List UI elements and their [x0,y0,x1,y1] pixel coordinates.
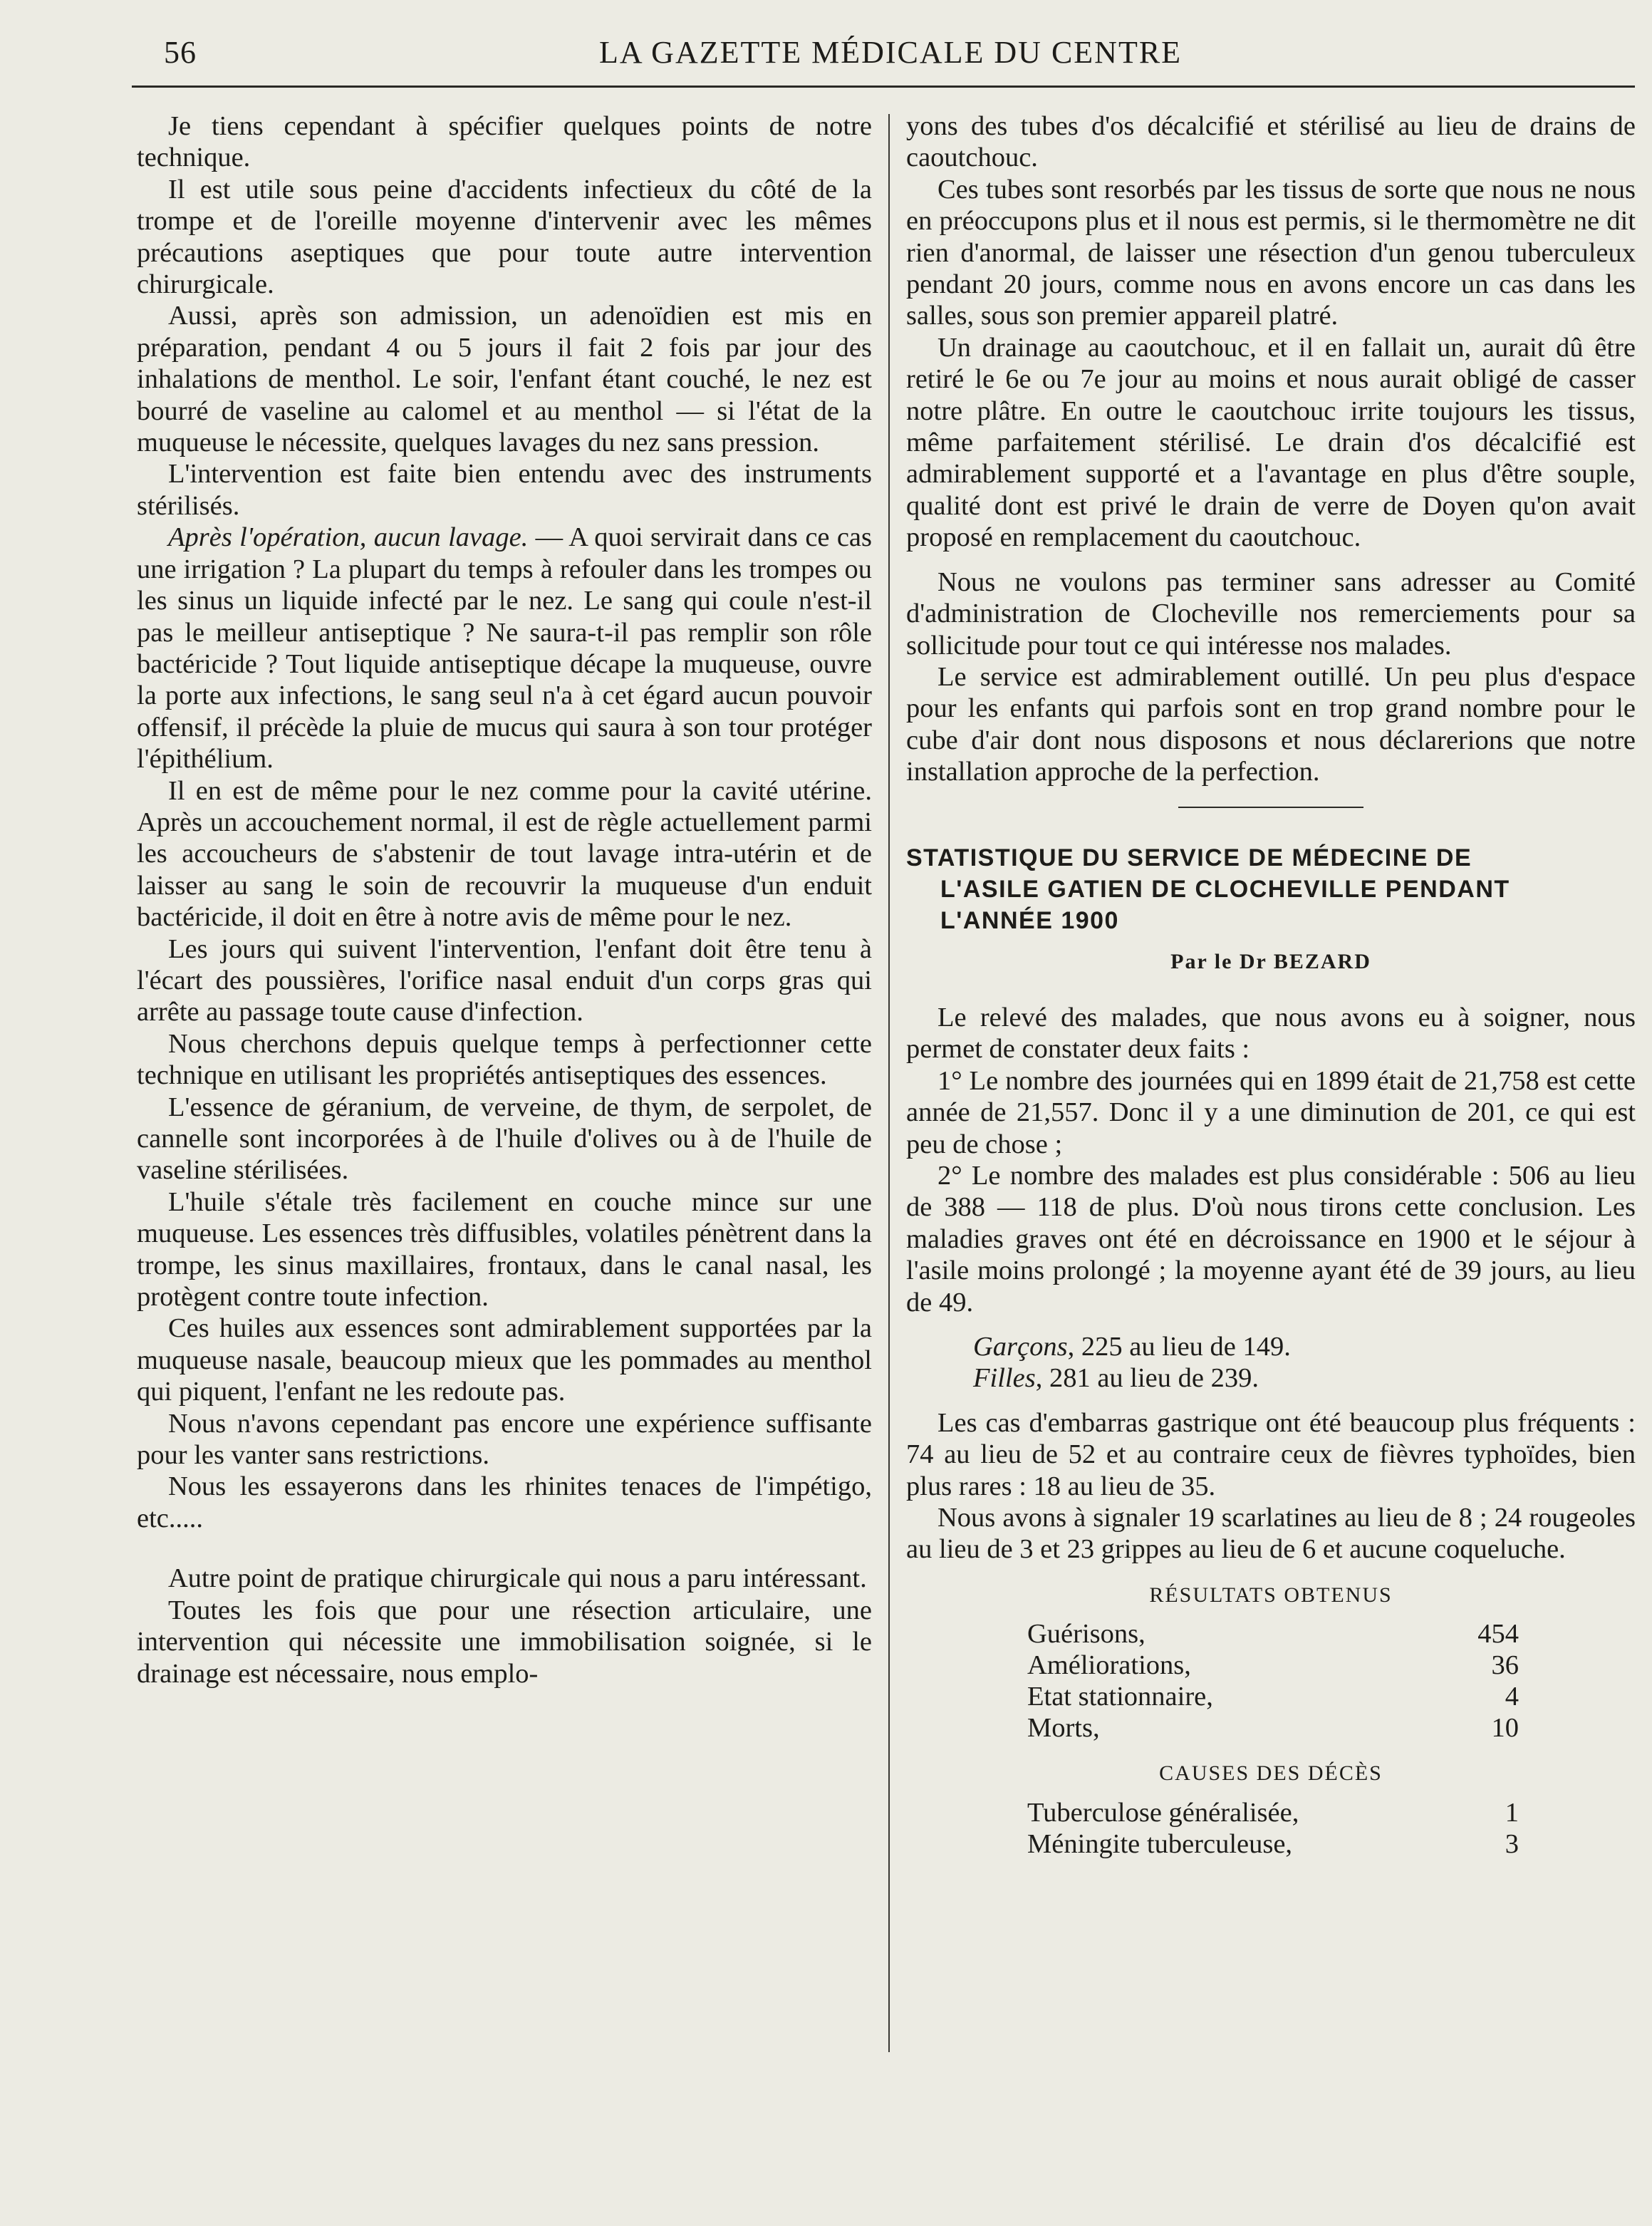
paragraph: Nous n'avons cependant pas encore une expérience suffisante pour les vanter sans restrictions. [137,1408,872,1471]
row-label: Améliorations, [1027,1650,1191,1681]
table-row [1027,1797,1519,1828]
right-column [906,110,1636,1860]
paragraph: 1° Le nombre des journées qui en 1899 était de 21,758 est cette année de 21,557. Donc il y a une diminution de 201, ce qui est peu de chose ; [906,1065,1636,1159]
row-value: 4 [1505,1682,1519,1712]
article-title [906,842,1636,936]
deaths-table [1027,1797,1519,1860]
paragraph: Nous avons à signaler 19 scarlatines au lieu de 8 ; 24 rougeoles au lieu de 3 et 23 grippes au lieu de 6 et aucune coqueluche. [906,1503,1636,1565]
spacer [906,1394,1636,1407]
header-rule [132,86,1635,88]
row-value: 1 [1505,1797,1519,1828]
byline: Par le Dr BEZARD [1170,949,1371,973]
paragraph: Nous ne voulons pas terminer sans adresser au Comité d'administration de Clocheville nos remerciements pour sa sollicitude pour tout ce qui intéresse nos malades. [906,566,1636,661]
spacer [137,1534,872,1563]
row-value: 36 [1491,1650,1519,1681]
italic-lead: Après l'opération, aucun lavage. [168,522,529,553]
paragraph: L'huile s'étale très facilement en couche mince sur une muqueuse. Les essences très diffusibles, volatiles pénètrent dans la trompe, les sinus maxillaires, frontaux, dans le canal nasal, les protègent contre toute infection. [137,1186,872,1313]
paragraph: Toutes les fois que pour une résection articulaire, une intervention qui nécessite une immobilisation soignée, si le drainage est nécessaire, nous emplo- [137,1595,872,1689]
stat-line-boys [906,1331,1636,1362]
left-column [137,110,872,1689]
paragraph: Autre point de pratique chirurgicale qui nous a paru intéressant. [168,1563,867,1594]
paragraph: Je tiens cependant à spécifier quelques points de notre technique. [137,111,872,173]
row-value: 10 [1491,1713,1519,1744]
table-row [1027,1681,1519,1712]
row-label: Méningite tuberculeuse, [1027,1828,1293,1859]
paragraph: Il en est de même pour le nez comme pour la cavité utérine. Après un accouchement normal, il est de règle actuellement parmi les accoucheurs de s'abstenir de tout lavage intra-utérin et de laisser au sang le soin de recouvrir la muqueuse d'un enduit bactéricide, il doit en être à notre avis de même pour le nez. [137,775,872,933]
paragraph: Ces huiles aux essences sont admirablement supportées par la muqueuse nasale, beaucoup mieux que les pommades au menthol qui piquent, l'enfant ne les redoute pas. [137,1313,872,1407]
girls-label: Filles [973,1363,1036,1394]
boys-text: , 225 au lieu de 149. [1067,1332,1291,1362]
column-divider [888,114,890,2052]
table-row [1027,1712,1519,1744]
paragraph [137,522,872,775]
paragraph: Il est utile sous peine d'accidents infectieux du côté de la trompe et de l'oreille moyenne d'intervenir avec les mêmes précautions aseptiques que pour toute autre intervention chirurgicale. [137,174,872,300]
paragraph: Nous cherchons depuis quelque temps à perfectionner cette technique en utilisant les propriétés antiseptiques des essences. [137,1028,872,1091]
paragraph: Nous les essayerons dans les rhinites tenaces de l'impétigo, etc..... [137,1471,872,1533]
paragraph: Le service est admirablement outillé. Un peu plus d'espace pour les enfants qui parfois sont en trop grand nombre pour le cube d'air dont nous disposons et nous déclarerions que notre installation approche de la perfection. [906,661,1636,787]
spacer [906,1318,1636,1331]
page-number: 56 [164,35,197,70]
deaths-heading: CAUSES DES DÉCÈS [1159,1761,1383,1786]
boys-label: Garçons [973,1332,1068,1362]
section-separator [1178,807,1363,808]
row-label: Tuberculose généralisée, [1027,1797,1299,1828]
row-label: Guérisons, [1027,1619,1146,1650]
page-header [135,34,1646,77]
paragraph: Les jours qui suivent l'intervention, l'enfant doit être tenu à l'écart des poussières, l'orifice nasal enduit d'un corps gras qui arrête au passage toute cause d'infection. [137,933,872,1027]
paragraph: Les cas d'embarras gastrique ont été beaucoup plus fréquents : 74 au lieu de 52 et au contraire ceux de fièvres typhoïdes, bien plus rares : 18 au lieu de 35. [906,1407,1636,1501]
title-line: L'ANNÉE 1900 [940,906,1119,934]
journal-title: LA GAZETTE MÉDICALE DU CENTRE [598,35,1183,70]
paragraph: L'intervention est faite bien entendu avec des instruments stérilisés. [137,459,872,521]
table-row [1027,1828,1519,1860]
title-line: L'ASILE GATIEN DE CLOCHEVILLE PENDANT [940,875,1510,903]
spacer [906,554,1636,566]
table-row [1027,1650,1519,1681]
paragraph: Le relevé des malades, que nous avons eu à soigner, nous permet de constater deux faits : [906,1002,1636,1065]
table-row [1027,1618,1519,1650]
girls-text: , 281 au lieu de 239. [1035,1363,1259,1394]
paragraph: Ces tubes sont resorbés par les tissus de sorte que nous ne nous en préoccupons plus et il nous est permis, si le thermomètre ne dit rien d'anormal, de laisser une résection d'un genou tuberculeux pendant 20 jours, comme nous en avons encore un cas dans les salles, sous son premier appareil platré. [906,174,1636,331]
paragraph: Aussi, après son admission, un adenoïdien est mis en préparation, pendant 4 ou 5 jours il fait 2 fois par jour des inhalations de menthol. Le soir, l'enfant étant couché, le nez est bourré de vaseline au calomel et au menthol — si l'état de la muqueuse le nécessite, quelques lavages du nez sans pression. [137,301,872,458]
paragraph: 2° Le nombre des malades est plus considérable : 506 au lieu de 388 — 118 de plus. D'où nous tirons cette conclusion. Les maladies graves ont été en décroissance en 1900 et le séjour à l'asile moins prolongé ; la moyenne ayant été de 39 jours, au lieu de 49. [906,1160,1636,1318]
row-label: Morts, [1027,1713,1100,1744]
paragraph-text: — A quoi servirait dans ce cas une irrigation ? La plupart du temps à refouler dans les trompes ou les sinus un liquide infecté par le nez. Le sang qui coule n'est-il pas le meilleur antiseptique ? Ne saura-t-il pas remplir son rôle bactéricide ? Tout liquide antiseptique décape la muqueuse, ouvre la porte aux infections, le sang seul n'a à cet égard aucun pouvoir offensif, il précède la pluie de mucus qui saura à son tour protéger l'épithélium. [137,522,872,775]
paragraph: Un drainage au caoutchouc, et il en fallait un, aurait dû être retiré le 6e ou 7e jour au moins et nous aurait obligé de casser notre plâtre. En outre le caoutchouc irrite toujours les tissus, même parfaitement stérilisé. Le drain d'os décalcifié est admirablement supporté et a l'avantage en plus d'être souple, qualité dont est privé le drain de verre de Doyen qu'on avait proposé en remplacement du caoutchouc. [906,332,1636,553]
paragraph: L'essence de géranium, de verveine, de thym, de serpolet, de cannelle sont incorporées à de l'huile d'olives ou à de l'huile de vaseline stérilisées. [137,1092,872,1186]
results-table [1027,1618,1519,1744]
row-value: 454 [1477,1619,1519,1650]
row-value: 3 [1505,1828,1519,1859]
row-label: Etat stationnaire, [1027,1682,1213,1712]
title-line: STATISTIQUE DU SERVICE DE MÉDECINE DE [906,844,1472,871]
stat-line-girls [906,1362,1636,1394]
paragraph: yons des tubes d'os décalcifié et stérilisé au lieu de drains de caoutchouc. [906,111,1636,173]
results-heading: RÉSULTATS OBTENUS [1149,1583,1393,1607]
